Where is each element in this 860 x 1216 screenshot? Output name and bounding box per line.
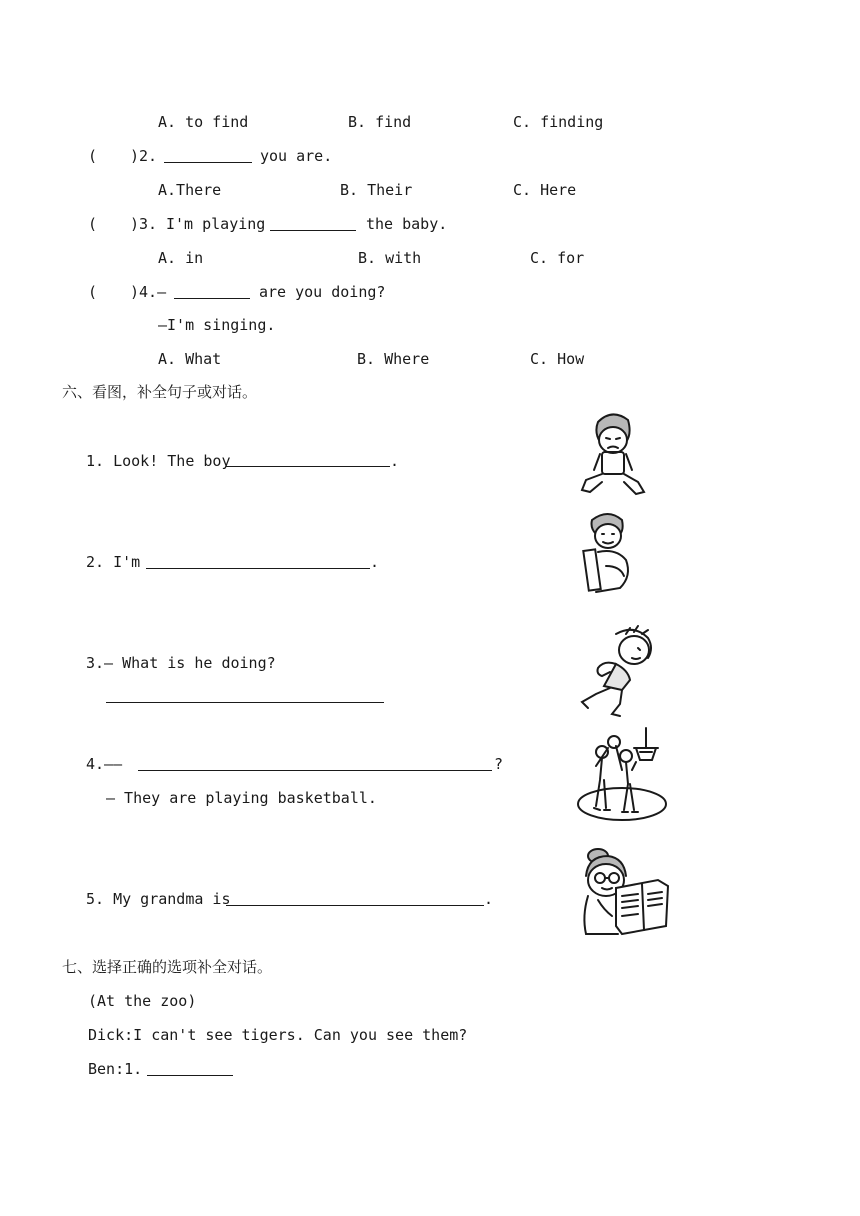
s6-item1-end: . [390, 452, 400, 470]
q1-option-b: B. find [348, 113, 412, 131]
s6-item5-end: . [484, 890, 494, 908]
crying-boy-picture [576, 408, 650, 498]
s6-item2-end: . [370, 553, 380, 571]
section7-setting: (At the zoo) [88, 992, 197, 1010]
grandma-reading-newspaper-picture [578, 846, 672, 938]
q4-option-c: C. How [530, 350, 585, 368]
s6-item1-text: 1. Look! The boy [86, 452, 231, 470]
s6-item3-blank [106, 702, 384, 703]
q2-option-b: B. Their [340, 181, 413, 199]
s6-item5-blank [226, 905, 484, 906]
section6-title: 六、看图，补全句子或对话。 [62, 383, 258, 401]
s6-item4-text: 4.—— [86, 755, 123, 773]
q3-option-a: A. in [158, 249, 204, 267]
q4-option-b: B. Where [357, 350, 430, 368]
q3-paren: ( [88, 215, 98, 233]
q3-blank [270, 230, 356, 231]
s6-item4-blank [138, 770, 492, 771]
s6-item2-blank [146, 568, 370, 569]
running-boy-picture [574, 624, 660, 718]
q3-option-b: B. with [358, 249, 422, 267]
s6-item4-reply: — They are playing basketball. [106, 789, 377, 807]
q2-text: you are. [260, 147, 333, 165]
s6-item2-text: 2. I'm [86, 553, 141, 571]
q3-pre: I'm playing [166, 215, 266, 233]
section7-dialogue-line2: Ben:1. [88, 1060, 143, 1078]
q3-number: )3. [130, 215, 158, 233]
q4-option-a: A. What [158, 350, 222, 368]
q2-number: )2. [130, 147, 158, 165]
q4-number: )4.— [130, 283, 167, 301]
q4-text: are you doing? [259, 283, 386, 301]
basketball-players-picture [576, 726, 670, 824]
reading-boy-picture [576, 510, 640, 600]
q1-option-a: A. to find [158, 113, 249, 131]
section7-title: 七、选择正确的选项补全对话。 [62, 958, 273, 976]
section7-blank-1 [147, 1075, 233, 1076]
q2-paren: ( [88, 147, 98, 165]
q2-blank [164, 162, 252, 163]
q2-option-c: C. Here [513, 181, 577, 199]
q4-answer: —I'm singing. [158, 316, 276, 334]
s6-item4-end: ? [494, 755, 504, 773]
s6-item5-text: 5. My grandma is [86, 890, 231, 908]
q4-paren: ( [88, 283, 98, 301]
q1-option-c: C. finding [513, 113, 604, 131]
q3-text: the baby. [366, 215, 448, 233]
s6-item3-text: 3.— What is he doing? [86, 654, 276, 672]
section7-dialogue-line1: Dick:I can't see tigers. Can you see them? [88, 1026, 468, 1044]
q2-option-a: A.There [158, 181, 222, 199]
q4-blank [174, 298, 250, 299]
s6-item1-blank [226, 466, 390, 467]
q3-option-c: C. for [530, 249, 585, 267]
